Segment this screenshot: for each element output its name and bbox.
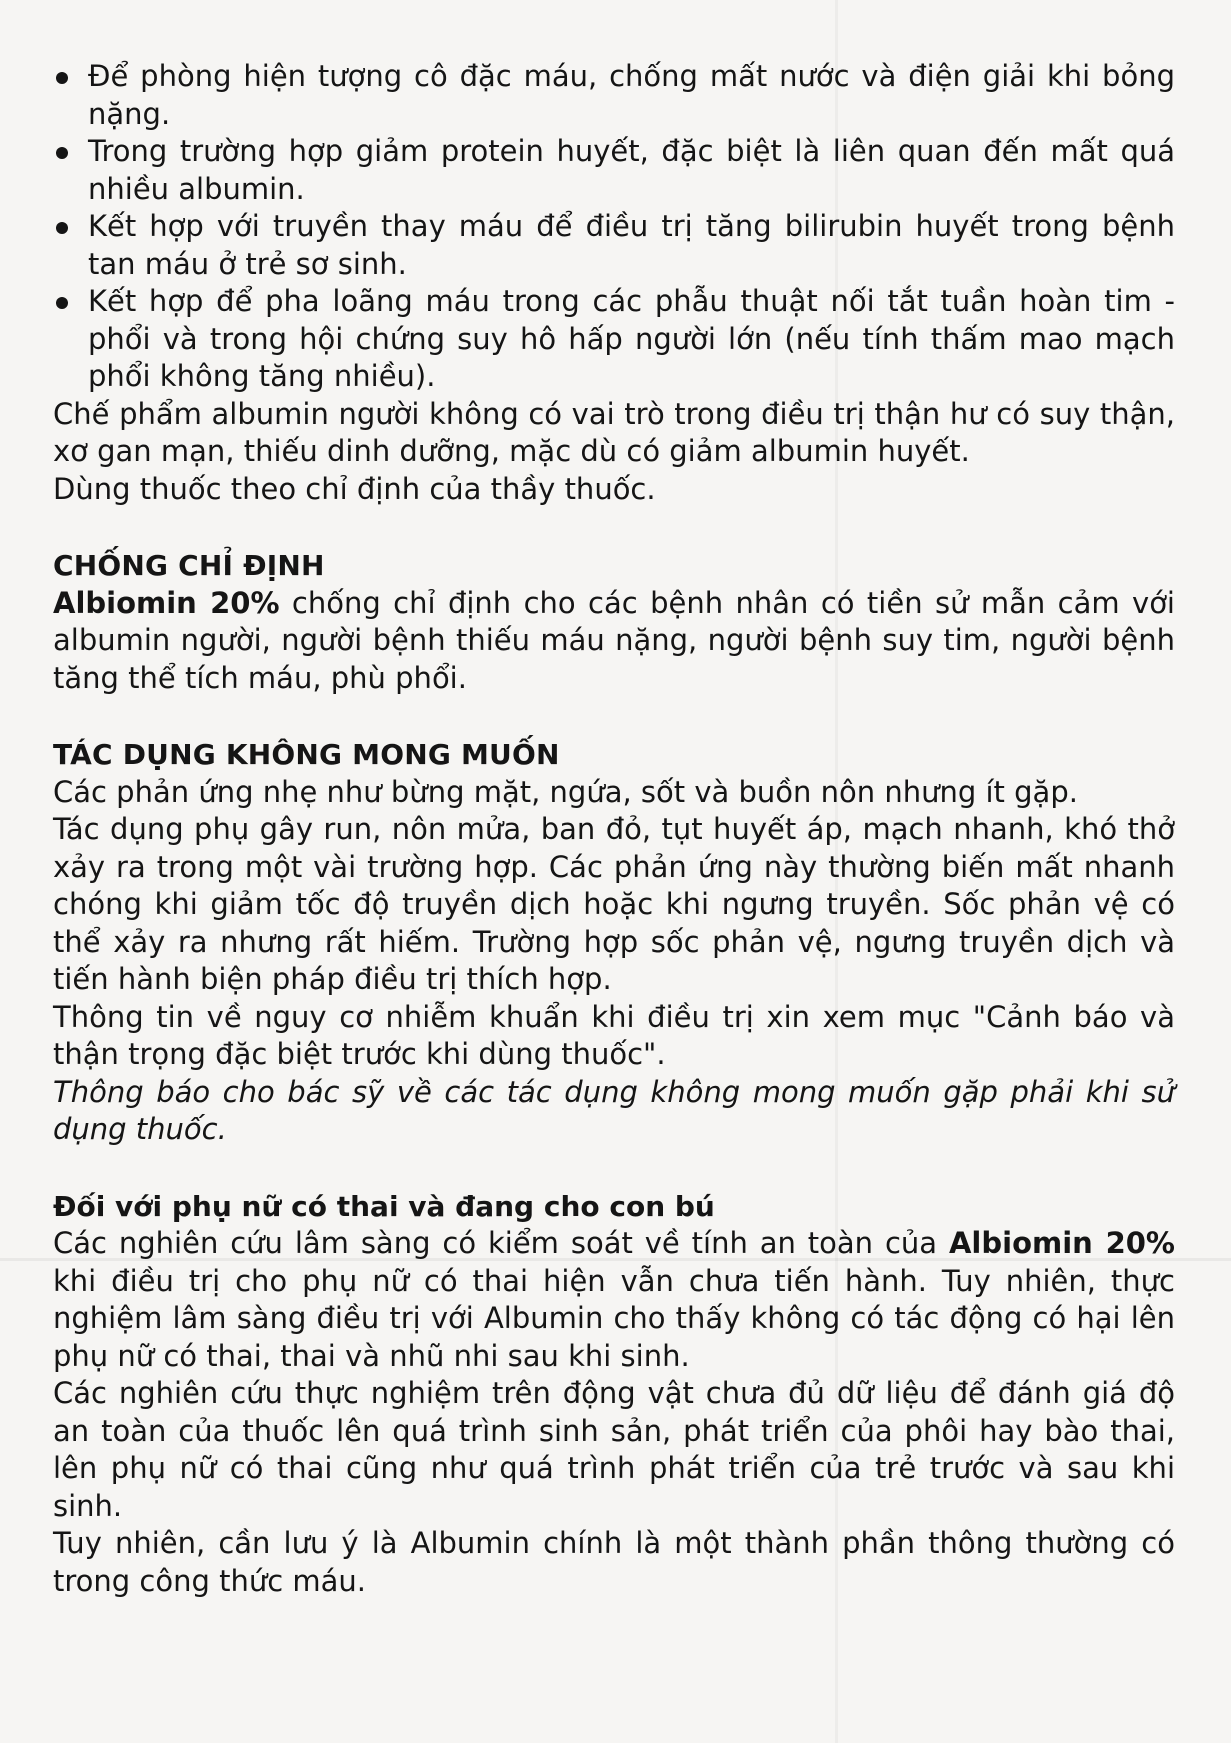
pregnancy-heading: Đối với phụ nữ có thai và đang cho con bú [53,1189,715,1223]
contraindications-heading: CHỐNG CHỈ ĐỊNH [53,549,325,582]
side-effects-para-2: Tác dụng phụ gây run, nôn mửa, ban đỏ, tụt huyết áp, mạch nhanh, khó thở xảy ra trong một vài trường hợp. Các phản ứng này thường biến mất nhanh chóng khi giảm tốc độ truyền dịch hoặc khi ngưng truyền. Sốc phản vệ có thể xảy ra nhưng rất hiếm. Trường hợp sốc phản vệ, ngưng truyền dịch và tiến hành biện pháp điều trị thích hợp. [53,812,1175,996]
pregnancy-para-1: Các nghiên cứu lâm sàng có kiểm soát về tính an toàn của Albiomin 20% khi điều trị cho phụ nữ có thai hiện vẫn chưa tiến hành. Tuy nhiên, thực nghiệm lâm sàng điều trị với Albumin cho thấy không có tác động có hại lên phụ nữ có thai, thai và nhũ nhi sau khi sinh. [53,1226,1175,1373]
bullet-icon [56,147,68,159]
indications-list [53,58,1175,396]
indications-section [53,58,1175,508]
bullet-icon [56,72,68,84]
indications-note: Chế phẩm albumin người không có vai trò trong điều trị thận hư có suy thận, xơ gan mạn, thiếu dinh dưỡng, mặc dù có giảm albumin huyết. [53,396,1175,468]
list-item: Để phòng hiện tượng cô đặc máu, chống mất nước và điện giải khi bỏng nặng. [53,58,1175,133]
pregnancy-para-3: Tuy nhiên, cần lưu ý là Albumin chính là một thành phần thông thường có trong công thức máu. [53,1526,1175,1598]
side-effects-para-1: Các phản ứng nhẹ như bừng mặt, ngứa, sốt và buồn nôn nhưng ít gặp. [53,774,1078,809]
list-item: Kết hợp để pha loãng máu trong các phẫu thuật nối tắt tuần hoàn tim - phổi và trong hội chứng suy hô hấp người lớn (nếu tính thấm mao mạch phổi không tăng nhiều). [53,283,1175,396]
product-name: Albiomin 20% [948,1226,1175,1260]
list-item: Kết hợp với truyền thay máu để điều trị tăng bilirubin huyết trong bệnh tan máu ở trẻ sơ sinh. [53,208,1175,283]
side-effects-notice: Thông báo cho bác sỹ về các tác dụng không mong muốn gặp phải khi sử dụng thuốc. [53,1074,1175,1146]
bullet-icon [56,222,68,234]
list-item: Trong trường hợp giảm protein huyết, đặc biệt là liên quan đến mất quá nhiều albumin. [53,133,1175,208]
side-effects-para-3: Thông tin về nguy cơ nhiễm khuẩn khi điều trị xin xem mục "Cảnh báo và thận trọng đặc biệt trước khi dùng thuốc". [53,999,1175,1071]
pregnancy-para-2: Các nghiên cứu thực nghiệm trên động vật chưa đủ dữ liệu để đánh giá độ an toàn của thuốc lên quá trình sinh sản, phát triển của phôi hay bào thai, lên phụ nữ có thai cũng như quá trình phát triển của trẻ trước và sau khi sinh. [53,1376,1175,1523]
pregnancy-section [53,1188,1175,1601]
product-name: Albiomin 20% [53,585,280,620]
bullet-icon [56,297,68,309]
contraindications-section [53,547,1175,697]
side-effects-heading: TÁC DỤNG KHÔNG MONG MUỐN [53,738,560,771]
side-effects-section [53,736,1175,1149]
contraindications-text: Albiomin 20% chống chỉ định cho các bệnh nhân có tiền sử mẫn cảm với albumin người, người bệnh thiếu máu nặng, người bệnh suy tim, người bệnh tăng thể tích máu, phù phổi. [53,585,1175,695]
indications-usage: Dùng thuốc theo chỉ định của thầy thuốc. [53,471,656,506]
